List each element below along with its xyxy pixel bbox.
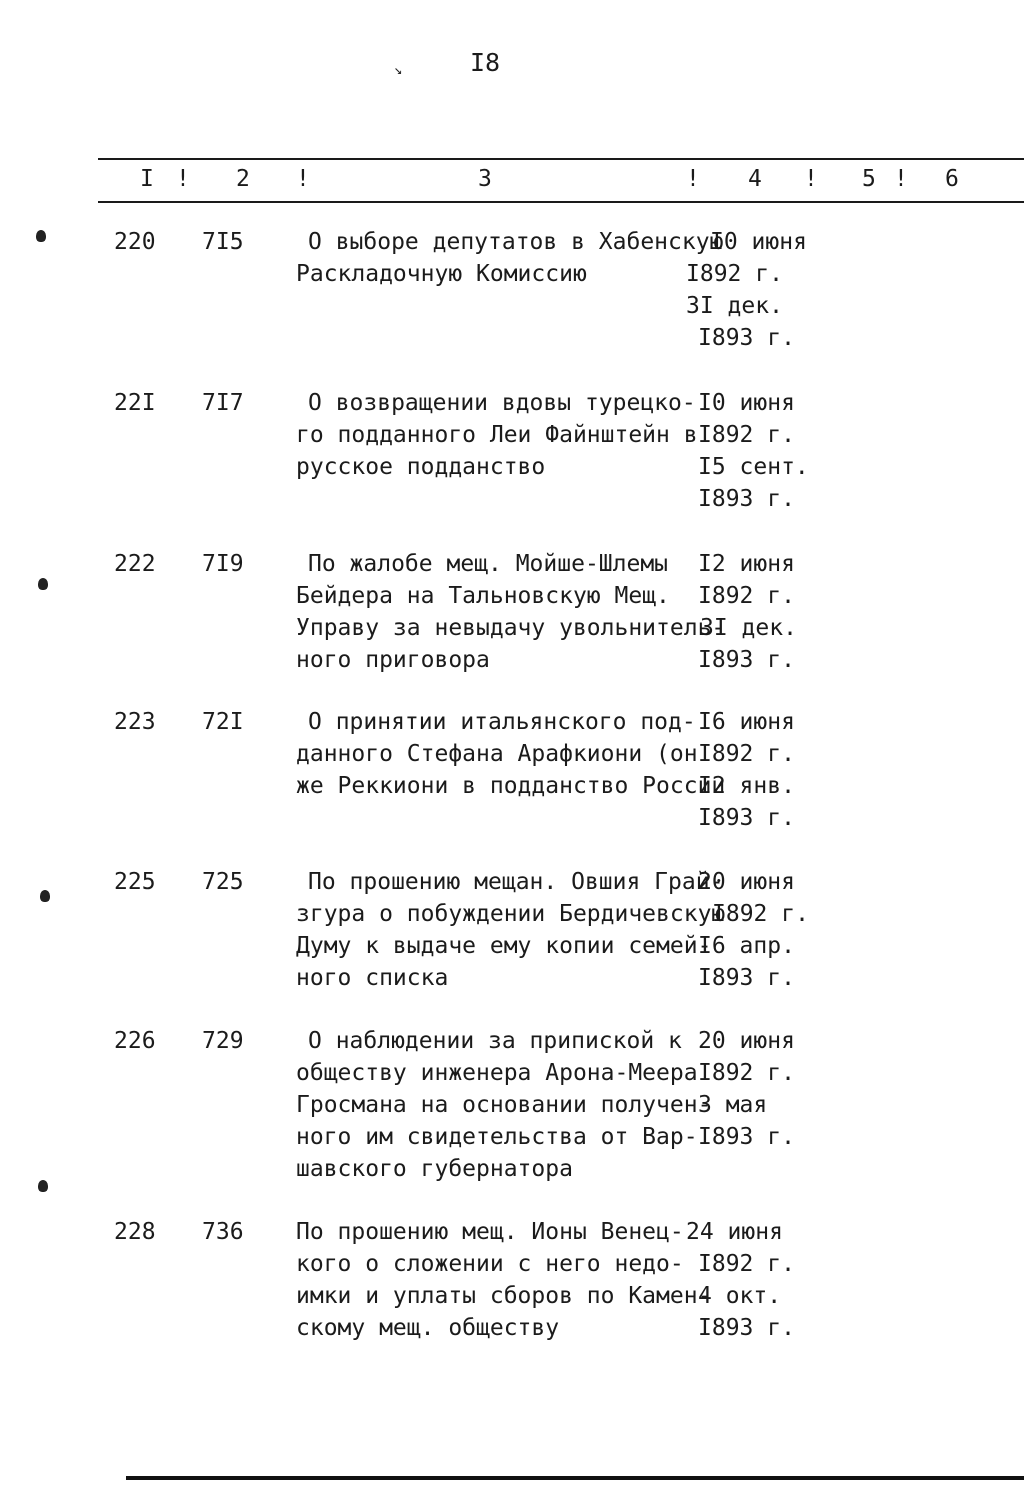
binding-hole-mark	[38, 578, 48, 590]
record-title-line: Управу за невыдачу увольнитель-	[296, 615, 726, 641]
record-title-line: По прошению мещ. Ионы Венец-	[296, 1219, 684, 1245]
header-col-6: 6	[945, 166, 959, 192]
header-separator: !	[804, 166, 818, 192]
record-title-line: имки и уплаты сборов по Камен-	[296, 1283, 712, 1309]
record-title-line: ного списка	[296, 965, 449, 991]
record-number: 222	[114, 551, 156, 577]
record-title-line: Думу к выдаче ему копии семей-	[296, 933, 712, 959]
record-title-line: обществу инженера Арона-Меера	[296, 1060, 698, 1086]
record-file-number: 7I5	[202, 229, 244, 255]
record-date-line: 3 мая	[698, 1092, 768, 1118]
header-separator: !	[296, 166, 310, 192]
record-title-line: Бейдера на Тальновскую Мещ.	[296, 583, 670, 609]
header-col-3: 3	[478, 166, 492, 192]
record-date-line: I6 июня	[698, 709, 795, 735]
record-date-line: I2 янв.	[698, 773, 795, 799]
record-date-line: 24 июня	[686, 1219, 783, 1245]
record-title-line: кого о сложении с него недо-	[296, 1251, 684, 1277]
binding-hole-mark	[36, 230, 46, 242]
record-date-line: I892 г.	[698, 583, 795, 609]
record-date-line: I893 г.	[698, 1315, 795, 1341]
record-date-line: 20 июня	[698, 1028, 795, 1054]
record-number: 22I	[114, 390, 156, 416]
record-title-line: ного приговора	[296, 647, 490, 673]
record-title-line: Гросмана на основании получен-	[296, 1092, 712, 1118]
record-number: 226	[114, 1028, 156, 1054]
record-date-line: I893 г.	[698, 486, 795, 512]
record-title-line: скому мещ. обществу	[296, 1315, 560, 1341]
record-title-line: го подданного Леи Файнштейн в	[296, 422, 698, 448]
record-date-line: I893 г.	[698, 647, 795, 673]
record-file-number: 729	[202, 1028, 244, 1054]
record-title-line: ного им свидетельства от Вар-	[296, 1124, 698, 1150]
record-number: 228	[114, 1219, 156, 1245]
header-col-5: 5	[862, 166, 876, 192]
record-title-line: О принятии итальянского под-	[308, 709, 696, 735]
record-date-line: 3I дек.	[700, 615, 797, 641]
record-file-number: 736	[202, 1219, 244, 1245]
record-date-line: 4 окт.	[698, 1283, 782, 1309]
record-date-line: I0 июня	[698, 390, 795, 416]
record-date-line: I893 г.	[698, 1124, 795, 1150]
record-date-line: I892 г.	[698, 1060, 795, 1086]
page-number: I8	[470, 48, 501, 77]
binding-hole-mark	[38, 1180, 48, 1192]
record-date-line: I893 г.	[698, 805, 795, 831]
record-date-line: I2 июня	[698, 551, 795, 577]
record-title-line: О возвращении вдовы турецко-	[308, 390, 696, 416]
record-date-line: I892 г.	[698, 422, 795, 448]
record-date-line: 3I дек.	[686, 293, 783, 319]
record-date-line: 20 июня	[698, 869, 795, 895]
record-title-line: О наблюдении за припиской к	[308, 1028, 682, 1054]
record-date-line: I892 г.	[698, 741, 795, 767]
record-date-line: I893 г.	[698, 325, 795, 351]
table-top-rule	[98, 158, 1024, 160]
header-separator: !	[176, 166, 190, 192]
record-date-line: I892 г.	[686, 261, 783, 287]
record-file-number: 7I7	[202, 390, 244, 416]
header-separator: !	[894, 166, 908, 192]
header-col-1: I	[140, 166, 154, 192]
binding-hole-mark	[40, 890, 50, 902]
record-title-line: згура о побуждении Бердичевскую	[296, 901, 726, 927]
record-file-number: 7I9	[202, 551, 244, 577]
record-title-line: По прошению мещан. Овшия Грай-	[308, 869, 724, 895]
record-date-line: I892 г.	[698, 1251, 795, 1277]
record-date-line: I892 г.	[712, 901, 809, 927]
record-title-line: же Реккиони в подданство России	[296, 773, 726, 799]
record-date-line: I0 июня	[710, 229, 807, 255]
record-number: 225	[114, 869, 156, 895]
page-bottom-edge-rule	[126, 1476, 1024, 1480]
record-title-line: Раскладочную Комиссию	[296, 261, 587, 287]
header-col-4: 4	[748, 166, 762, 192]
record-title-line: данного Стефана Арафкиони (он	[296, 741, 698, 767]
record-title-line: По жалобе мещ. Мойше-Шлемы	[308, 551, 669, 577]
header-col-2: 2	[236, 166, 250, 192]
record-file-number: 725	[202, 869, 244, 895]
pencil-mark: ↘	[394, 62, 403, 78]
record-number: 220	[114, 229, 156, 255]
record-title-line: О выборе депутатов в Хабенскую	[308, 229, 724, 255]
header-separator: !	[686, 166, 700, 192]
record-number: 223	[114, 709, 156, 735]
record-date-line: I6 апр.	[698, 933, 795, 959]
record-title-line: шавского губернатора	[296, 1156, 573, 1182]
record-date-line: I893 г.	[698, 965, 795, 991]
record-date-line: I5 сент.	[698, 454, 809, 480]
record-title-line: русское подданство	[296, 454, 546, 480]
table-header-rule	[98, 201, 1024, 203]
record-file-number: 72I	[202, 709, 244, 735]
